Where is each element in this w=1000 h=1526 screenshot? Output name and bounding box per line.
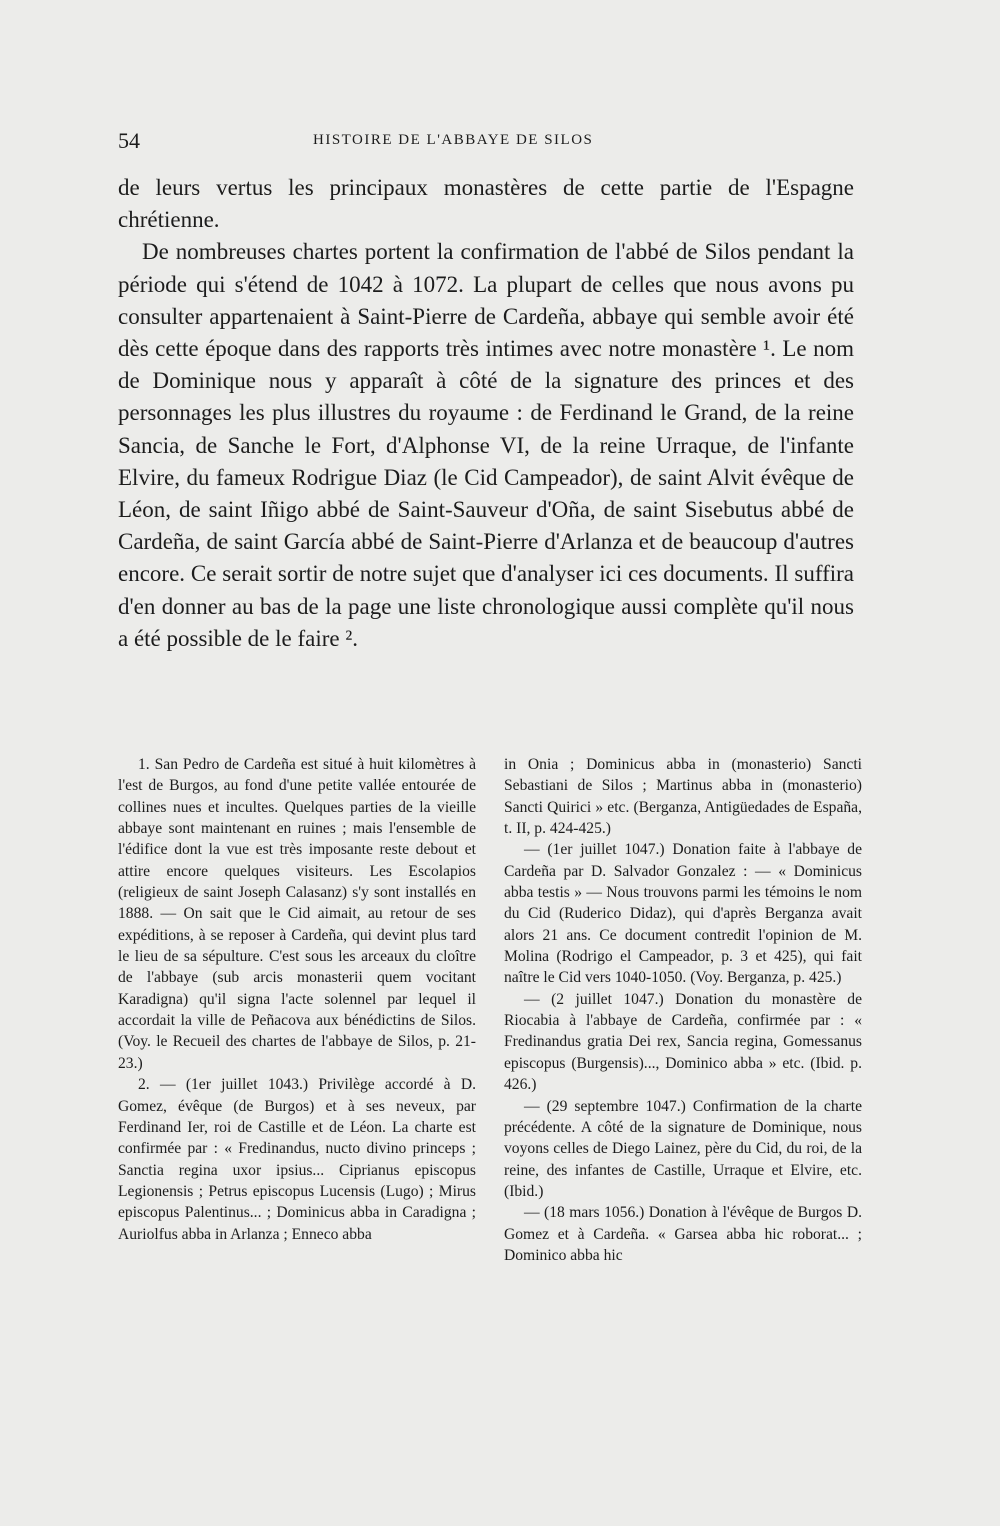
footnotes-left-column bbox=[118, 754, 476, 1266]
footnotes-right-column bbox=[504, 754, 862, 1266]
footnote-entry-1047-07-01: — (1er juillet 1047.) Donation faite à l'abbaye de Cardeña par D. Salvador Gonzalez : — « Dominicus abba testis » — Nous trouvons parmi les témoins le nom du Cid (Ruderico Didaz), qui d'après Berganza avait alors 21 ans. Ce document contredit l'opinion de M. Molina (Rodrigo el Campeador, p. 3 et 425), qui fait naître le Cid vers 1040-1050. (Voy. Berganza, p. 425.) bbox=[504, 841, 862, 987]
footnotes bbox=[118, 754, 862, 1266]
page-number: 54 bbox=[118, 128, 140, 153]
footnote-entry-1056-03-18: — (18 mars 1056.) Donation à l'évêque de Burgos D. Gomez et à Cardeña. « Garsea abba hic roborat... ; Dominico abba hic bbox=[504, 1204, 862, 1264]
paragraph-1: de leurs vertus les principaux monastères de cette partie de l'Espagne chrétienne. bbox=[118, 175, 854, 233]
page-header bbox=[118, 128, 858, 158]
footnote-2: 2. — (1er juillet 1043.) Privilège accordé à D. Gomez, évêque (de Burgos) et à ses neveux, par Ferdinand Ier, roi de Castille et de Léon. La charte est confirmée par : « Fredinandus, nucto divino princeps ; Sanctia regina uxor ipsius... Ciprianus episcopus Legionensis ; Petrus episcopus Lucensis (Lugo) ; Mirus episcopus Palentinus... ; Dominicus abba in Caradigna ; Auriolfus abba in Arlanza ; Enneco abba bbox=[118, 1076, 476, 1243]
footnote-2-continued: in Onia ; Dominicus abba in (monasterio) Sancti Sebastiani de Silos ; Martinus abba in (monasterio) Sancti Quirici » etc. (Berganza, Antigüedades de España, t. II, p. 424-425.) bbox=[504, 756, 862, 838]
footnote-1: 1. San Pedro de Cardeña est situé à huit kilomètres à l'est de Burgos, au fond d'une petite vallée entourée de collines nues et incultes. Quelques parties de la vieille abbaye sont maintenant en ruines ; mais l'ensemble de l'édifice dont la vue est très imposante reste debout et attire encore quelques visiteurs. Les Escolapios (religieux de saint Joseph Calasanz) s'y sont installés en 1888. — On sait que le Cid aimait, au retour de ses expéditions, à se reposer à Cardeña, qui devint plus tard le lieu de sa sépulture. C'est sous les arceaux du cloître de l'abbaye (sub arcis monasterii quem vocitant Karadigna) qu'il signa l'acte solennel par lequel il accordait la ville de Peñacova aux bénédictins de Silos. (Voy. le Recueil des chartes de l'abbaye de Silos, p. 21-23.) bbox=[118, 756, 476, 1072]
running-title: HISTOIRE DE L'ABBAYE DE SILOS bbox=[313, 132, 594, 148]
main-text bbox=[118, 172, 854, 655]
footnote-entry-1047-09-29: — (29 septembre 1047.) Confirmation de la charte précédente. A côté de la signature de Dominique, nous voyons celles de Diego Lainez, père du Cid, du roi, de la reine, des infantes de Castille, Urraque et Elvire, etc. (Ibid.) bbox=[504, 1097, 862, 1200]
footnote-entry-1047-07-02: — (2 juillet 1047.) Donation du monastère de Riocabia à l'abbaye de Cardeña, confirmée par : « Fredinandus gratia Dei rex, Sancia regina, Gomessanus episcopus (Burgensis)..., Dominico abba » etc. (Ibid. p. 426.) bbox=[504, 990, 862, 1094]
paragraph-2: De nombreuses chartes portent la confirmation de l'abbé de Silos pendant la période qui s'étend de 1042 à 1072. La plupart de celles que nous avons pu consulter appartenaient à Saint-Pierre de Cardeña, abbaye qui semble avoir été dès cette époque dans des rapports très intimes avec notre monastère ¹. Le nom de Dominique nous y apparaît à côté de la signature des princes et des personnages les plus illustres du royaume : de Ferdinand le Grand, de la reine Sancia, de Sanche le Fort, d'Alphonse VI, de la reine Urraque, de l'infante Elvire, du fameux Rodrigue Diaz (le Cid Campeador), de saint Alvit évêque de Léon, de saint Iñigo abbé de Saint-Sauveur d'Oña, de saint Sisebutus abbé de Cardeña, de saint García abbé de Saint-Pierre d'Arlanza et de beaucoup d'autres encore. Ce serait sortir de notre sujet que d'analyser ici ces documents. Il suffira d'en donner au bas de la page une liste chronologique aussi complète qu'il nous a été possible de le faire ². bbox=[118, 239, 854, 651]
